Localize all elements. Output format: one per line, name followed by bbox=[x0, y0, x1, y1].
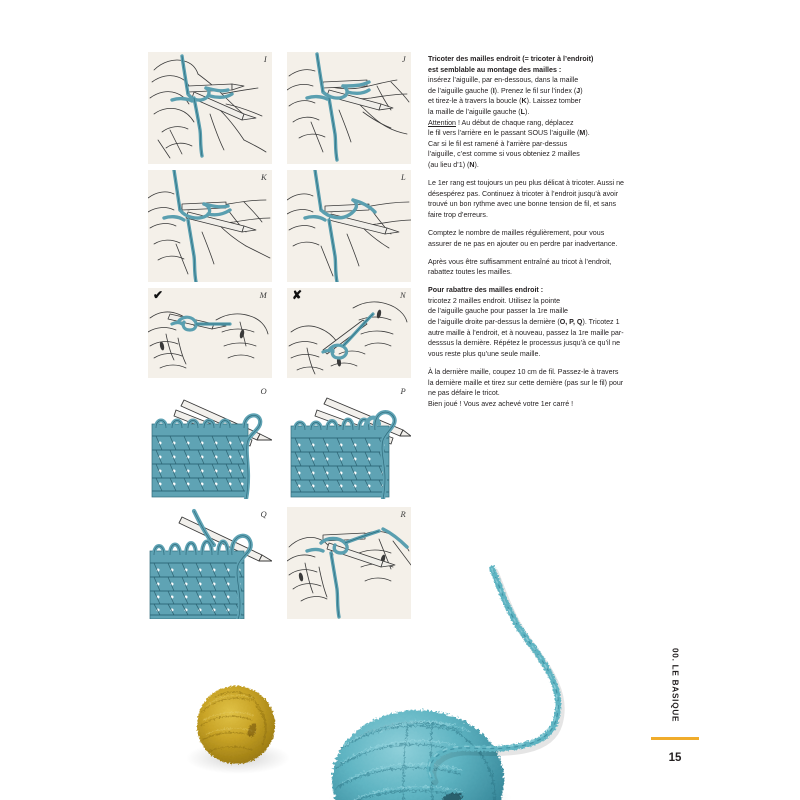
attention-word: Attention bbox=[428, 118, 457, 127]
panel-label-m: M bbox=[259, 290, 267, 300]
panel-label-j: J bbox=[401, 54, 406, 64]
intro-heading-line1: Tricoter des mailles endroit (= tricoter à l’endroit) bbox=[428, 55, 594, 63]
intro-body-8: ). bbox=[525, 107, 530, 116]
attention-6: (au lieu d’1) ( bbox=[428, 160, 470, 169]
panel-l bbox=[287, 170, 411, 282]
intro-body-7: la maille de l’aiguille gauche ( bbox=[428, 107, 521, 116]
panel-m bbox=[148, 288, 272, 378]
mustard-yarn-ball bbox=[197, 686, 275, 764]
cast-off-4: ). bbox=[582, 318, 587, 327]
intro-body-4: ) bbox=[580, 86, 583, 95]
mustard-ball-shadow bbox=[186, 742, 290, 774]
paragraph-last-stitch bbox=[428, 367, 624, 409]
page-number: 15 bbox=[668, 752, 682, 764]
folio-rule bbox=[651, 737, 699, 740]
intro-ref-i: I bbox=[492, 86, 495, 95]
panel-row-q-r bbox=[148, 507, 411, 619]
attention-ref-m: M bbox=[579, 129, 586, 138]
panel-r bbox=[287, 507, 411, 619]
attention-7: ). bbox=[474, 160, 479, 169]
attention-3: ). bbox=[585, 129, 590, 138]
section-tab bbox=[668, 648, 682, 730]
attention-4: Car si le fil est ramené à l’arrière par-dessus bbox=[428, 139, 568, 148]
paragraph-intro bbox=[428, 54, 624, 171]
panel-label-n: N bbox=[400, 290, 406, 300]
panel-label-o: O bbox=[260, 386, 267, 396]
teal-yarn-ball bbox=[332, 710, 504, 800]
last-stitch-text: À la dernière maille, coupez 10 cm de fil. Passez-le à travers la dernière maille et tirez sur cette dernière (pas sur le fil) pour ne pas défaire le tricot. bbox=[428, 367, 624, 398]
panel-check-icon: ✔ bbox=[153, 288, 164, 302]
intro-body-2: de l’aiguille gauche ( bbox=[428, 86, 493, 95]
panel-m-drawing bbox=[148, 288, 272, 378]
attention-2: le fil vers l’arrière en le passant SOUS l’aiguille ( bbox=[428, 129, 580, 138]
panel-i bbox=[148, 52, 272, 164]
cast-off-heading: Pour rabattre des mailles endroit : bbox=[428, 286, 544, 295]
congrats-text: Bien joué ! Vous avez achevé votre 1er carré ! bbox=[428, 399, 574, 408]
attention-1: ! Au début de chaque rang, déplacez bbox=[456, 118, 574, 127]
teal-yarn-strand bbox=[429, 567, 561, 783]
panel-cross-icon: ✘ bbox=[292, 288, 303, 302]
panel-n-drawing bbox=[287, 288, 411, 378]
panel-row-o-p bbox=[148, 384, 411, 499]
cast-off-1: tricotez 2 mailles endroit. Utilisez la pointe bbox=[428, 296, 561, 305]
panel-label-l: L bbox=[400, 172, 406, 182]
panel-l-drawing bbox=[287, 170, 411, 282]
paragraph-cast-off bbox=[428, 285, 624, 359]
instruction-text-column bbox=[428, 54, 624, 409]
panel-j-drawing bbox=[287, 52, 411, 164]
intro-ref-l: L bbox=[520, 107, 526, 116]
intro-body-3: ). Prenez le fil sur l’index ( bbox=[494, 86, 577, 95]
panel-k-drawing bbox=[148, 170, 272, 282]
panel-label-q: Q bbox=[260, 509, 267, 519]
panel-o bbox=[148, 384, 272, 499]
paragraph-cast-off-intro: Après vous être suffisamment entraîné au tricot à l’endroit, rabattez toutes les mailles. bbox=[428, 257, 612, 277]
panel-label-p: P bbox=[400, 386, 406, 396]
section-tab-label: 00. LE BASIQUE bbox=[670, 648, 680, 723]
cast-off-5: Tricotez 1 autre maille à l’endroit, et à nouveau, passez la 1re maille par-desssus la dernière. Répétez le processus jusqu’à ce qu’il ne vous reste plus qu’une seule maille. bbox=[428, 318, 624, 358]
panel-row-k-l bbox=[148, 170, 411, 282]
panel-label-i: I bbox=[263, 54, 267, 64]
attention-ref-n: N bbox=[469, 160, 475, 169]
panel-j bbox=[287, 52, 411, 164]
panel-n bbox=[287, 288, 411, 378]
panel-p-drawing bbox=[287, 384, 411, 499]
teal-ball-shadow bbox=[328, 780, 512, 800]
intro-heading-line2: est semblable au montage des mailles : bbox=[428, 65, 562, 74]
cast-off-2: de l’aiguille gauche pour passer la 1re maille bbox=[428, 307, 568, 316]
panel-k bbox=[148, 170, 272, 282]
intro-body-6: ). Laissez tomber bbox=[526, 97, 581, 106]
cast-off-3: de l’aiguille droite par-dessus la dernière ( bbox=[428, 318, 560, 327]
panel-label-r: R bbox=[400, 509, 406, 519]
panel-row-m-n bbox=[148, 288, 411, 378]
intro-ref-k: K bbox=[521, 97, 527, 106]
illustration-panel-grid bbox=[148, 52, 411, 637]
intro-body-5: et tirez-le à travers la boucle ( bbox=[428, 97, 522, 106]
panel-i-drawing bbox=[148, 52, 272, 164]
panel-q-drawing bbox=[148, 507, 272, 619]
panel-q bbox=[148, 507, 272, 619]
cast-off-ref-opq: O, P, Q bbox=[559, 318, 583, 327]
panel-row-i-j bbox=[148, 52, 411, 164]
intro-ref-j: J bbox=[576, 86, 581, 95]
paragraph-count-stitches: Comptez le nombre de mailles régulièrement, pour vous assurer de ne pas en ajouter ou en perdre par inadvertance. bbox=[428, 228, 618, 248]
paragraph-first-row: Le 1er rang est toujours un peu plus délicat à tricoter. Aussi ne désespérez pas. Continuez à tricoter à l’endroit jusqu’à avoir trouvé un bon rythme avec une bonne tension de fil, et sans faire trop d’erreurs. bbox=[428, 179, 624, 219]
panel-r-drawing bbox=[287, 507, 411, 619]
panel-o-drawing bbox=[148, 384, 272, 499]
panel-label-k: K bbox=[261, 172, 267, 182]
attention-5: l’aiguille, c’est comme si vous obteniez 2 mailles bbox=[428, 150, 580, 159]
intro-body-1: insérez l’aiguille, par en-dessous, dans la maille bbox=[428, 76, 579, 85]
panel-p bbox=[287, 384, 411, 499]
